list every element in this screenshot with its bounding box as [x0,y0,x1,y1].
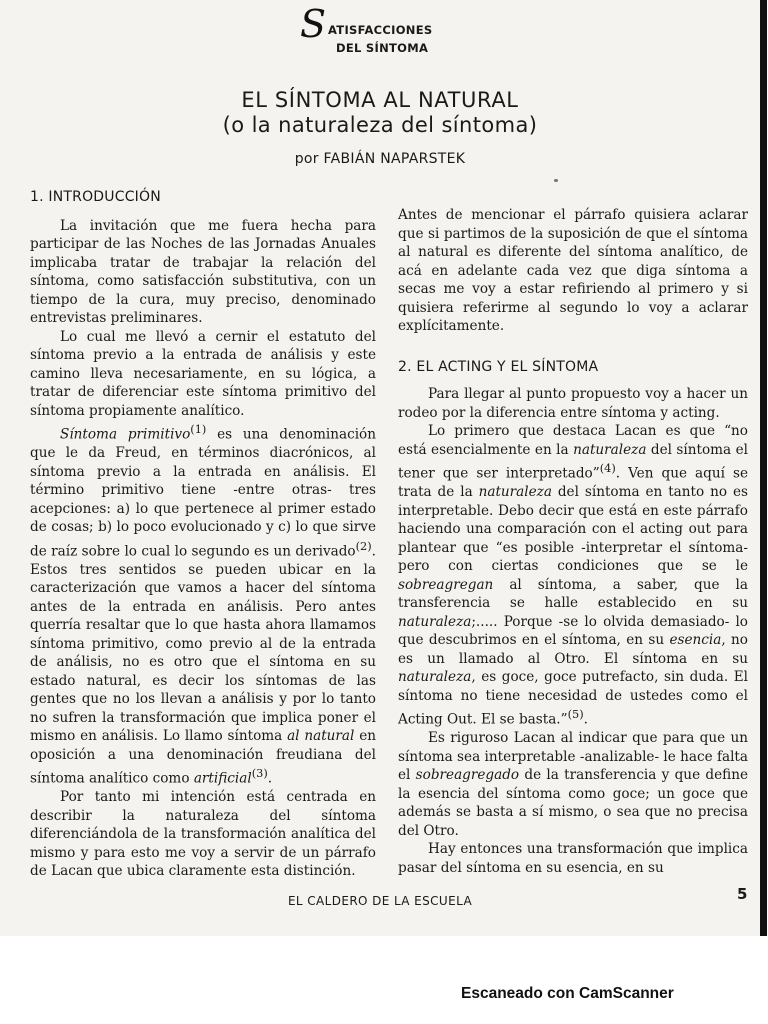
text-run: en oposición a una denominación freudiana del síntoma analítico como [30,728,376,787]
paragraph: Lo cual me llevó a cernir el estatuto del síntoma previo a la entrada de análisis y este camino lleva necesariamente, en su lógica, a tratar de diferenciar este síntoma primitivo del síntoma propiamente analítico. [30,328,376,419]
footnote-ref: (4) [599,461,616,475]
text-run: . Ven que aquí se trata de la [398,465,749,501]
section-heading-introduccion: 1. INTRODUCCIÓN [30,189,161,205]
text-run: es una denominación que le da Freud, en términos diacrónicos, al síntoma previo a la entrada en análisis. El término primitivo tiene -entre otras- tres acepciones: a) lo que pertenece al primer estado de cosas; b) lo poco evolucionado y c) lo que sirve de raíz sobre lo cual lo segundo es un derivado [30,426,376,560]
text-run: Lo primero que destaca Lacan es que “no está esencialmente en la [398,423,748,458]
paragraph [398,729,748,840]
emphasis: sobreagregado [415,767,520,784]
text-run: ;..... Porque -se lo olvida demasiado- lo que descubrimos en el síntoma, en su [398,613,748,649]
emphasis: Síntoma primitivo [60,426,191,443]
paragraph: Hay entonces una transformación que implica pasar del síntoma en su esencia, en su [398,841,748,876]
paragraph [30,420,376,788]
text-run: del síntoma en tanto no es interpretable. Debo decir que está en este párrafo haciendo una comparación con el acting out para plantear que “es posible -interpretar el síntoma- pero con ciertas condiciones que se le [398,484,748,575]
section-brand [300,2,480,58]
paragraph: Para llegar al punto propuesto voy a hacer un rodeo por la diferencia entre síntoma y acting. [398,386,748,421]
article-subtitle: (o la naturaleza del síntoma) [222,113,538,137]
scan-speck [554,179,558,182]
emphasis: al natural [287,728,355,745]
emphasis: esencia [669,632,722,649]
paragraph [398,422,748,729]
emphasis: naturaleza [398,669,472,686]
brand-line2: DEL SÍNTOMA [336,41,429,55]
brand-line1: ATISFACCIONES [328,23,433,37]
paragraph: La invitación que me fuera hecha para participar de las Noches de las Jornadas Anuales implicaba tratar de trabajar la relación del síntoma, como satisfacción substitutiva, con un tiempo de la cura, muy preciso, denominado entrevistas preliminares. [30,217,376,326]
paragraph: Por tanto mi intención está centrada en describir la naturaleza del síntoma diferenciándola de la transformación analítica del mismo y para esto me voy a servir de un párrafo de Lacan que ubica claramente esta distinción. [30,789,376,880]
text-run: del síntoma el tener que ser interpretado” [398,441,749,482]
paragraph: Antes de mencionar el párrafo quisiera aclarar que si partimos de la suposición de que el síntoma al natural es diferente del síntoma analítico, de acá en adelante cada vez que diga síntoma a secas me voy a estar refiriendo al primero y si quisiera referirme al segundo lo voy a aclarar explícitamente. [398,207,748,334]
brand-initial: S [300,2,327,46]
article-author: por FABIÁN NAPARSTEK [294,151,466,167]
text-run: . [583,711,588,728]
article-title: EL SÍNTOMA AL NATURAL [241,88,519,112]
emphasis: naturaleza [478,484,552,501]
text-run: Es riguroso Lacan al indicar que para que un síntoma sea interpretable -analizable- le hace falta el [398,730,748,784]
footnote-ref: (3) [251,766,268,781]
section-heading-acting: 2. EL ACTING Y EL SÍNTOMA [398,358,599,375]
footnote-ref: (5) [567,707,584,722]
footnote-ref: (1) [190,422,207,436]
right-column [398,206,748,877]
text-run: , es goce, goce putrefacto, sin duda. El síntoma no tiene necesidad de ustedes como el Acting Out. El se basta.” [398,669,748,728]
text-run: . [267,770,273,787]
emphasis: naturaleza [398,613,472,630]
text-run: , no es un llamado al Otro. El síntoma en su [398,632,748,667]
text-run: . Estos tres sentidos se pueden ubicar en la caracterización que vamos a hacer del síntoma antes de la entrada en análisis. Pero antes querría resaltar que lo que hasta ahora llamamos síntoma primitivo, como previo al de la entrada de análisis, no es otro que el síntoma en su estado natural, es decir los síntomas de las gentes que no los llevan a análisis y por lo tanto no sufren la transformación que implica poner el mismo en análisis. Lo llamo síntoma [30,543,376,745]
text-run: de la transferencia y que define la esencia del síntoma como goce; un goce que además se basta a sí mismo, o sea que no precisa del Otro. [398,767,748,839]
emphasis: naturaleza [573,441,647,458]
emphasis: artificial [193,770,252,787]
left-column [30,188,376,881]
page-number: 5 [737,885,748,903]
journal-footer: EL CALDERO DE LA ESCUELA [287,894,473,908]
emphasis: sobreagregan [398,576,494,593]
camscanner-watermark: Escaneado con CamScanner [461,985,674,1002]
text-run: al síntoma, a saber, que la transferencia se halle establecido en su [398,576,748,612]
footnote-ref: (2) [355,538,372,553]
